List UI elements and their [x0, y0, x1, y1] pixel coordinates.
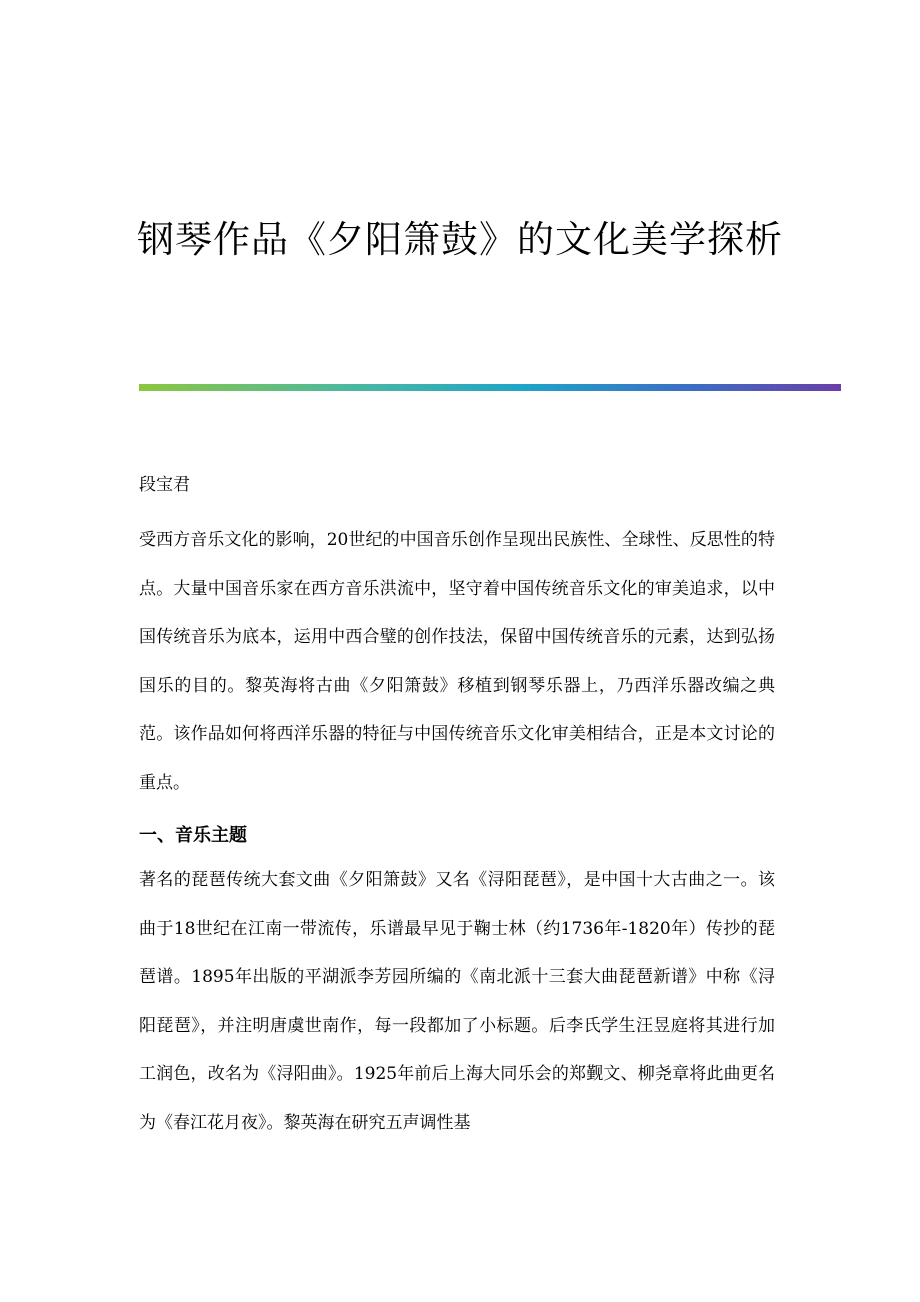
- document-title: 钢琴作品《夕阳箫鼓》的文化美学探析: [137, 218, 783, 261]
- title-divider: [139, 384, 841, 391]
- section-paragraph: 著名的琵琶传统大套文曲《夕阳箫鼓》又名《浔阳琵琶》，是中国十大古曲之一。该曲于18世纪在江南一带流传，乐谱最早见于鞠士林（约1736年-1820年）传抄的琵琶谱。1895年出版的平湖派李芳园所编的《南北派十三套大曲琵琶新谱》中称《浔阳琵琶》，并注明唐虞世南作，每一段都加了小标题。后李氏学生汪昱庭将其进行加工润色，改名为《浔阳曲》。1925年前后上海大同乐会的郑觐文、柳尧章将此曲更名为《春江花月夜》。黎英海在研究五声调性基: [139, 870, 775, 1133]
- section-heading: 一、音乐主题: [139, 825, 247, 846]
- author-name: 段宝君: [139, 475, 190, 495]
- abstract-paragraph: 受西方音乐文化的影响，20世纪的中国音乐创作呈现出民族性、全球性、反思性的特点。大量中国音乐家在西方音乐洪流中，坚守着中国传统音乐文化的审美追求，以中国传统音乐为底本，运用中西合璧的创作技法，保留中国传统音乐的元素，达到弘扬国乐的目的。黎英海将古曲《夕阳箫鼓》移植到钢琴乐器上，乃西洋乐器改编之典范。该作品如何将西洋乐器的特征与中国传统音乐文化审美相结合，正是本文讨论的重点。: [139, 530, 775, 793]
